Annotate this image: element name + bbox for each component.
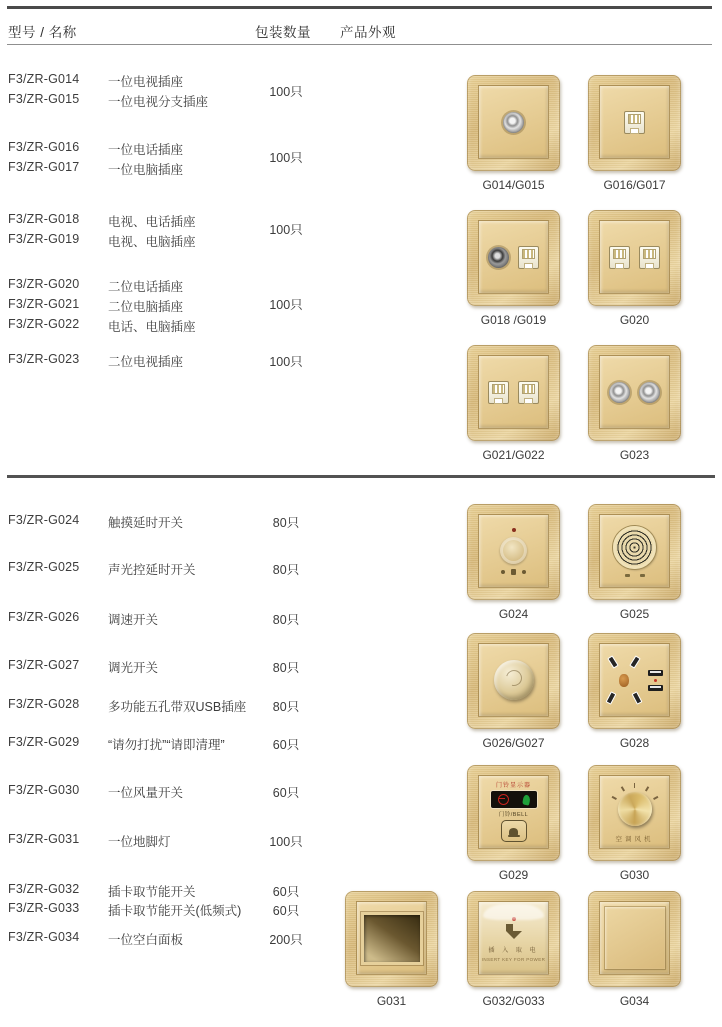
product-name: 一位风量开关 <box>108 786 184 800</box>
package-quantity: 80只 <box>272 563 300 577</box>
model-number: F3/ZR-G034 <box>8 930 80 944</box>
product-name: 电视、电脑插座 <box>108 235 196 249</box>
five-hole-socket <box>607 654 641 706</box>
status-display <box>491 791 537 808</box>
product-photo-G020 <box>588 210 681 306</box>
package-quantity: 100只 <box>269 355 303 369</box>
mode-icons <box>625 574 645 577</box>
blank-panel <box>605 907 665 969</box>
doorbell-label: 门铃/BELL <box>498 812 529 818</box>
fan-knob <box>618 792 652 826</box>
model-number: F3/ZR-G025 <box>8 560 80 574</box>
product-name: 插卡取节能开关(低频式) <box>108 904 242 918</box>
product-photo-caption: G034 <box>619 994 650 1008</box>
usb-led <box>654 679 657 682</box>
faceplate-inner <box>478 514 549 588</box>
tv-coax-connector <box>503 112 524 133</box>
product-name: 调速开关 <box>108 613 159 627</box>
product-photo-G018-G019 <box>467 210 560 306</box>
faceplate-inner <box>599 775 670 849</box>
keycard-label-en: INSERT KEY FOR POWER <box>481 956 546 962</box>
product-name: 插卡取节能开关 <box>108 885 196 899</box>
product-name: 一位电脑插座 <box>108 163 184 177</box>
product-name: 电话、电脑插座 <box>108 320 196 334</box>
faceplate-inner <box>599 514 670 588</box>
dimmer-knob <box>494 660 534 700</box>
product-photo-caption: G016/G017 <box>603 178 666 192</box>
insert-arrow-icon <box>506 924 522 939</box>
product-photo-G029 <box>467 765 560 861</box>
faceplate-inner <box>478 901 549 975</box>
touch-switch <box>500 528 527 575</box>
product-photo-caption: G014/G015 <box>482 178 545 192</box>
foot-light-opening <box>361 912 423 965</box>
doorplate-switch <box>491 780 537 842</box>
product-name: 一位电视插座 <box>108 75 184 89</box>
product-photo-caption: G031 <box>376 994 407 1008</box>
faceplate-inner <box>478 85 549 159</box>
usb-ports <box>648 670 663 691</box>
product-photo-G026-G027 <box>467 633 560 729</box>
product-photo-G028 <box>588 633 681 729</box>
faceplate-inner <box>478 355 549 429</box>
product-photo-caption: G032/G033 <box>482 994 545 1008</box>
faceplate-inner <box>599 643 670 717</box>
product-name: 触摸延时开关 <box>108 516 184 530</box>
package-quantity: 80只 <box>272 613 300 627</box>
product-photo-caption: G018 /G019 <box>480 313 547 327</box>
modular-jack <box>488 381 509 404</box>
product-photo-caption: G024 <box>498 607 529 621</box>
product-name: 二位电视插座 <box>108 355 184 369</box>
faceplate-inner <box>599 355 670 429</box>
gloss-highlight <box>483 904 544 920</box>
product-name: 一位电视分支插座 <box>108 95 209 109</box>
model-number: F3/ZR-G026 <box>8 610 80 624</box>
bell-icon <box>509 828 518 835</box>
model-number: F3/ZR-G030 <box>8 783 80 797</box>
package-quantity: 80只 <box>272 516 300 530</box>
product-photo-caption: G030 <box>619 868 650 882</box>
product-photo-G025 <box>588 504 681 600</box>
package-quantity: 60只 <box>272 885 300 899</box>
fan-label: 空调风机 <box>615 836 654 843</box>
model-number: F3/ZR-G020 <box>8 277 80 291</box>
product-photo-G034 <box>588 891 681 987</box>
product-photo-G023 <box>588 345 681 441</box>
header-rule <box>7 44 712 45</box>
model-number: F3/ZR-G024 <box>8 513 80 527</box>
top-rule <box>7 6 712 9</box>
model-number: F3/ZR-G027 <box>8 658 80 672</box>
product-name: 一位电话插座 <box>108 143 184 157</box>
indicator-led <box>512 528 516 532</box>
product-name: 调光开关 <box>108 661 159 675</box>
package-quantity: 60只 <box>272 904 300 918</box>
model-number: F3/ZR-G018 <box>8 212 80 226</box>
column-header-appearance: 产品外观 <box>340 25 396 40</box>
product-photo-caption: G029 <box>498 868 529 882</box>
product-name: 电视、电话插座 <box>108 215 196 229</box>
do-not-disturb-icon <box>498 794 509 805</box>
faceplate-inner <box>599 220 670 294</box>
product-name: 二位电脑插座 <box>108 300 184 314</box>
product-photo-caption: G023 <box>619 448 650 462</box>
faceplate-inner <box>478 775 549 849</box>
package-quantity: 80只 <box>272 661 300 675</box>
model-number: F3/ZR-G016 <box>8 140 80 154</box>
model-number: F3/ZR-G021 <box>8 297 80 311</box>
package-quantity: 100只 <box>269 223 303 237</box>
modular-jack <box>518 381 539 404</box>
model-number: F3/ZR-G032 <box>8 882 80 896</box>
product-photo-caption: G020 <box>619 313 650 327</box>
package-quantity: 60只 <box>272 786 300 800</box>
usb-port <box>648 685 663 691</box>
product-name: 一位地脚灯 <box>108 835 171 849</box>
live-contact <box>619 674 629 687</box>
doorbell-button <box>501 820 527 842</box>
column-header-model-name: 型号 / 名称 <box>8 25 77 40</box>
package-quantity: 100只 <box>269 298 303 312</box>
product-photo-caption: G025 <box>619 607 650 621</box>
product-photo-G031 <box>345 891 438 987</box>
faceplate-inner <box>478 643 549 717</box>
speaker-grille <box>613 526 656 569</box>
model-number: F3/ZR-G022 <box>8 317 80 331</box>
tv-coax-connector <box>609 382 630 403</box>
model-number: F3/ZR-G023 <box>8 352 80 366</box>
product-photo-G016-G017 <box>588 75 681 171</box>
column-header-qty: 包装数量 <box>255 25 311 40</box>
model-number: F3/ZR-G019 <box>8 232 80 246</box>
fan-speed-switch <box>603 781 667 843</box>
tv-coax-connector <box>639 382 660 403</box>
model-number: F3/ZR-G029 <box>8 735 80 749</box>
section-divider <box>7 475 715 478</box>
faceplate-inner <box>478 220 549 294</box>
product-name: 二位电话插座 <box>108 280 184 294</box>
product-photo-caption: G026/G027 <box>482 736 545 750</box>
package-quantity: 100只 <box>269 835 303 849</box>
package-quantity: 80只 <box>272 700 300 714</box>
product-name: 声光控延时开关 <box>108 563 196 577</box>
usb-socket <box>607 654 663 706</box>
product-photo-G032-G033 <box>467 891 560 987</box>
mode-icons <box>501 569 526 575</box>
modular-jack <box>624 111 645 134</box>
product-photo-G021-G022 <box>467 345 560 441</box>
faceplate-inner <box>599 85 670 159</box>
modular-jack <box>518 246 539 269</box>
usb-port <box>648 670 663 676</box>
keycard-label-cn: 插 入 取 电 <box>488 947 539 954</box>
model-number: F3/ZR-G015 <box>8 92 80 106</box>
modular-jack <box>639 246 660 269</box>
package-quantity: 100只 <box>269 151 303 165</box>
model-number: F3/ZR-G017 <box>8 160 80 174</box>
product-photo-G030 <box>588 765 681 861</box>
product-name: 一位空白面板 <box>108 933 184 947</box>
tv-coax-connector <box>488 247 509 268</box>
package-quantity: 100只 <box>269 85 303 99</box>
product-photo-G014-G015 <box>467 75 560 171</box>
doorplate-title: 门铃显示器 <box>495 783 531 789</box>
product-photo-caption: G021/G022 <box>482 448 545 462</box>
model-number: F3/ZR-G028 <box>8 697 80 711</box>
touch-button <box>500 537 527 564</box>
product-name: 多功能五孔带双USB插座 <box>108 700 247 714</box>
modular-jack <box>609 246 630 269</box>
faceplate-inner <box>599 901 670 975</box>
product-photo-caption: G028 <box>619 736 650 750</box>
model-number: F3/ZR-G031 <box>8 832 80 846</box>
faceplate-inner <box>356 901 427 975</box>
model-number: F3/ZR-G014 <box>8 72 80 86</box>
product-photo-G024 <box>467 504 560 600</box>
model-number: F3/ZR-G033 <box>8 901 80 915</box>
product-name: “请勿打扰”“请即清理” <box>108 738 225 752</box>
clean-room-icon <box>522 794 531 805</box>
package-quantity: 200只 <box>269 933 303 947</box>
sound-light-switch <box>613 526 656 577</box>
package-quantity: 60只 <box>272 738 300 752</box>
